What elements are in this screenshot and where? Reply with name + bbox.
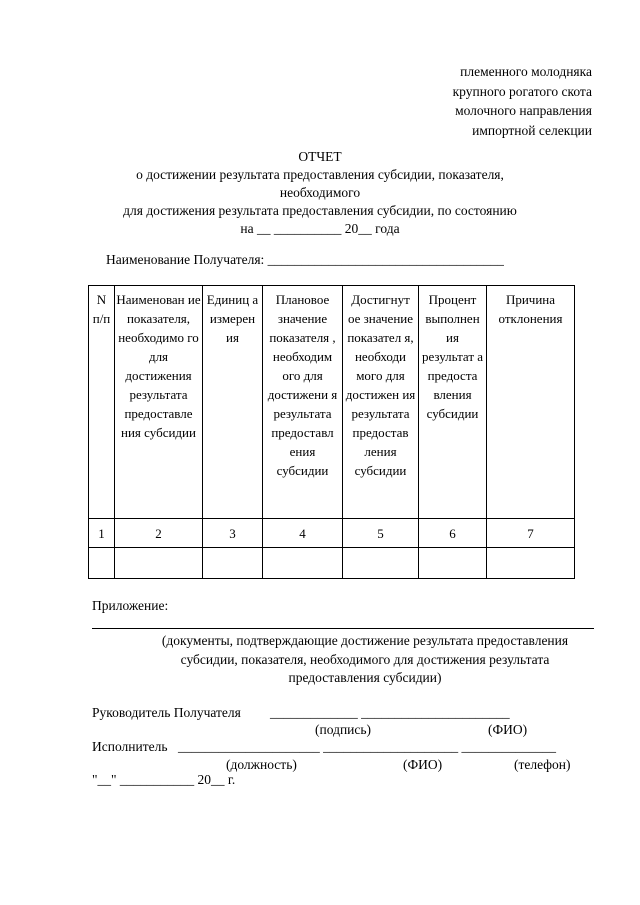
col-header-reason: Причина отклонения (487, 286, 575, 519)
title-line: на __ __________ 20__ года (240, 221, 400, 236)
table-row[interactable] (89, 548, 575, 579)
exec-fio-caption: (ФИО) (403, 757, 443, 772)
head-signature-lines[interactable]: _____________ ______________________ (270, 705, 510, 720)
table-cell: 2 (115, 519, 203, 548)
table-header-row (89, 286, 575, 519)
exec-phone-caption: (телефон) (514, 757, 571, 772)
executor-label: Исполнитель (92, 739, 168, 754)
table-cell[interactable] (263, 548, 343, 579)
table-cell: 4 (263, 519, 343, 548)
head-fio-caption: (ФИО) (488, 722, 528, 737)
col-header-unit: Единиц а измерен ия (203, 286, 263, 519)
table-cell[interactable] (115, 548, 203, 579)
table-cell[interactable] (487, 548, 575, 579)
header-line: молочного направления (455, 103, 592, 118)
header-line: импортной селекции (472, 122, 592, 138)
col-header-number: N п/п (89, 286, 115, 519)
col-header-achieved: Достигнут ое значение показател я, необходи мого для достижен ия результата предостав ления субсидии (343, 286, 419, 519)
title-line: для достижения результата предоставления субсидии, по состоянию (123, 203, 517, 218)
head-signature-label: Руководитель Получателя (92, 705, 241, 720)
appendix-input-line[interactable] (92, 628, 594, 629)
exec-position-caption: (должность) (226, 757, 297, 772)
report-table (88, 285, 575, 579)
caption-line: субсидии, показателя, необходимого для достижения результата (180, 651, 550, 667)
table-cell: 5 (343, 519, 419, 548)
col-header-planned: Плановое значение показателя , необходим ого для достижени я результата предоставл ения субсидии (263, 286, 343, 519)
header-line: племенного молодняка (460, 64, 592, 79)
header-block (453, 62, 592, 140)
table-cell[interactable] (419, 548, 487, 579)
table-number-row (89, 519, 575, 548)
caption-line: предоставления субсидии) (288, 670, 442, 685)
header-line: крупного рогатого скота (452, 83, 592, 99)
table-cell: 1 (89, 519, 115, 548)
appendix-label: Приложение: (92, 598, 169, 613)
col-header-percent: Процент выполнен ия результат а предоста вления субсидии (419, 286, 487, 519)
report-title-block (80, 148, 560, 238)
title-line: о достижении результата предоставления субсидии, показателя, (136, 167, 504, 182)
caption-line: (документы, подтверждающие достижение результата предоставления (161, 633, 569, 648)
appendix-caption (0, 632, 640, 688)
head-sign-caption: (подпись) (315, 722, 372, 737)
recipient-field[interactable]: Наименование Получателя: ___________________________________ (106, 252, 504, 267)
table-cell[interactable] (343, 548, 419, 579)
table-cell: 7 (487, 519, 575, 548)
report-title: ОТЧЕТ (298, 149, 342, 164)
executor-lines[interactable]: _____________________ ____________________ ______________ (178, 739, 556, 754)
col-header-indicator: Наименован ие показателя, необходимо го для достижения результата предоставле ния субсидии (115, 286, 203, 519)
table-cell: 3 (203, 519, 263, 548)
date-line[interactable]: "__" ___________ 20__ г. (92, 772, 236, 787)
table-cell[interactable] (203, 548, 263, 579)
table-cell[interactable] (89, 548, 115, 579)
table-cell: 6 (419, 519, 487, 548)
title-line: необходимого (279, 185, 361, 200)
